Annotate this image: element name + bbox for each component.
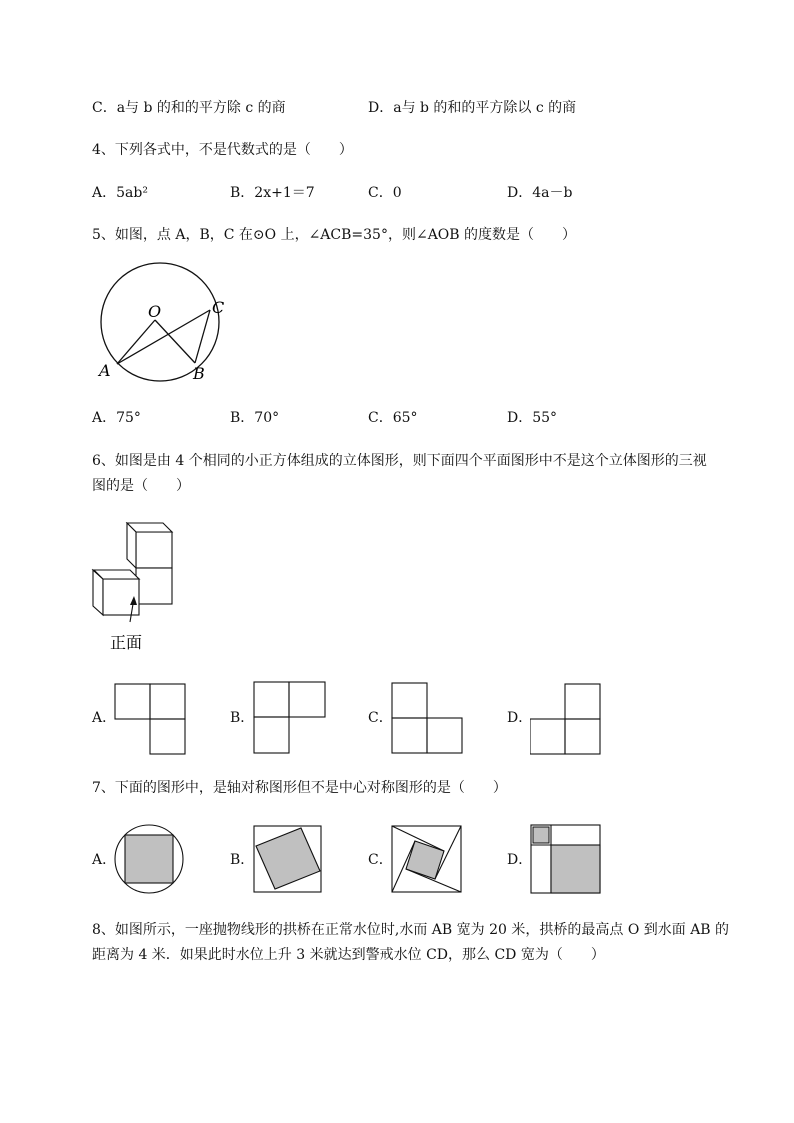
- q4-option-d: D．4a－b: [507, 185, 573, 201]
- q5-option-b: B．70°: [230, 410, 280, 426]
- q4-option-b: B．2x+1＝7: [230, 185, 315, 201]
- q8-stem-line1: 8、如图所示，一座抛物线形的拱桥在正常水位时,水而 AB 宽为 20 米，拱桥的最高点 O 到水面 AB 的: [92, 922, 730, 938]
- q7-option-b-label: B．: [230, 852, 255, 868]
- q5-option-c: C．65°: [368, 410, 418, 426]
- q6-option-d-label: D．: [507, 710, 533, 726]
- q6-option-c-label: C．: [368, 710, 393, 726]
- segment-ac: [117, 310, 210, 364]
- segment-ao: [117, 320, 155, 364]
- q6-option-b-figure: [253, 681, 327, 755]
- q5-option-a: A．75°: [92, 410, 141, 426]
- q3-option-d: D．a与 b 的和的平方除以 c 的商: [368, 100, 577, 116]
- q6-option-a-figure: [114, 683, 186, 755]
- q7-option-d-figure: [530, 824, 602, 894]
- q5-circle-figure: [92, 262, 242, 387]
- q7-option-d-label: D．: [507, 852, 533, 868]
- q6-stem-line1: 6、如图是由 4 个相同的小正方体组成的立体图形，则下面四个平面图形中不是这个立体图形的三视: [92, 453, 707, 469]
- q6-option-b-label: B．: [230, 710, 255, 726]
- q8-stem-line2: 距离为 4 米．如果此时水位上升 3 米就达到警戒水位 CD，那么 CD 宽为（ ）: [92, 947, 605, 963]
- q7-option-b-figure: [253, 825, 323, 893]
- q7-option-c-label: C．: [368, 852, 393, 868]
- q6-option-c-figure: [391, 682, 463, 754]
- front-label: 正面: [110, 633, 143, 652]
- q4-option-c: C．0: [368, 185, 402, 201]
- q6-option-d-figure: [530, 683, 602, 755]
- q6-cube-figure: [88, 522, 183, 654]
- label-o: O: [148, 302, 162, 321]
- q6-stem-line2: 图的是（ ）: [92, 478, 190, 494]
- q5-option-d: D．55°: [507, 410, 558, 426]
- q4-stem: 4、下列各式中，不是代数式的是（ ）: [92, 142, 353, 158]
- q7-option-c-figure: [391, 825, 463, 893]
- q5-stem: 5、如图，点 A，B，C 在⊙O 上，∠ACB=35°，则∠AOB 的度数是（ ）: [92, 227, 577, 243]
- q7-option-a-figure: [113, 823, 185, 895]
- segment-ob: [155, 320, 195, 363]
- q3-option-c: C．a与 b 的和的平方除 c 的商: [92, 100, 286, 116]
- label-c: C: [212, 298, 225, 317]
- label-a: A: [99, 361, 111, 380]
- q6-option-a-label: A．: [92, 710, 117, 726]
- q7-stem: 7、下面的图形中，是轴对称图形但不是中心对称图形的是（ ）: [92, 780, 507, 796]
- q7-option-a-label: A．: [92, 852, 117, 868]
- q4-option-a: A．5ab²: [92, 185, 148, 201]
- label-b: B: [193, 364, 205, 383]
